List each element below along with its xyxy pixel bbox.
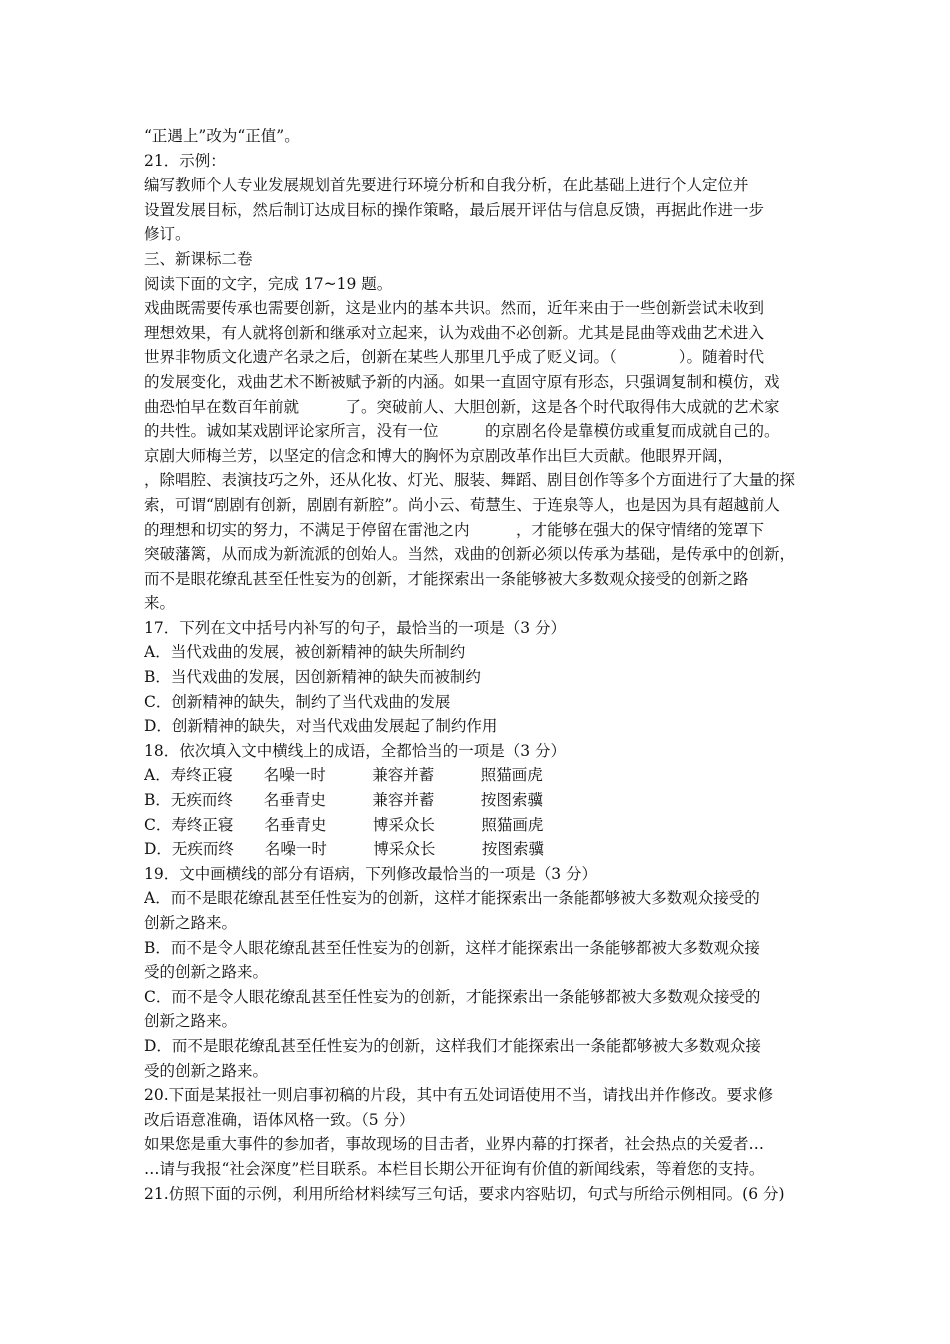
text-line: 突破藩篱，从而成为新流派的创始人。当然，戏曲的创新必须以传承为基础，是传承中的创新， bbox=[144, 545, 796, 564]
text-line: 21.仿照下面的示例，利用所给材料续写三句话，要求内容贴切，句式与所给示例相同。(6 分) bbox=[144, 1184, 785, 1203]
text-line: C．寿终正寝 名垂青史 博采众长 照猫画虎 bbox=[144, 815, 544, 834]
text-line: 的发展变化，戏曲艺术不断被赋予新的内涵。如果一直固守原有形态，只强调复制和模仿，戏 bbox=[144, 372, 780, 391]
text-line: B．而不是令人眼花缭乱甚至任性妄为的创新，这样才能探索出一条能够都被大多数观众接 bbox=[144, 938, 760, 957]
text-line: 戏曲既需要传承也需要创新，这是业内的基本共识。然而，近年来由于一些创新尝试未收到 bbox=[144, 299, 765, 318]
text-line: 创新之路来。 bbox=[144, 914, 238, 932]
text-line: A．寿终正寝 名噪一时 兼容并蓄 照猫画虎 bbox=[144, 766, 543, 785]
text-line: 曲恐怕早在数百年前就 了。突破前人、大胆创新，这是各个时代取得伟大成就的艺术家 bbox=[144, 397, 780, 416]
text-line: 阅读下面的文字，完成 17~19 题。 bbox=[144, 274, 393, 293]
text-line: D．而不是眼花缭乱甚至任性妄为的创新，这样我们才能探索出一条能都够被大多数观众接 bbox=[144, 1036, 761, 1055]
text-line: D．无疾而终 名噪一时 博采众长 按图索骥 bbox=[144, 840, 544, 859]
text-line: 京剧大师梅兰芳，以坚定的信念和博大的胸怀为京剧改革作出巨大贡献。他眼界开阔， bbox=[144, 446, 734, 465]
text-line: A．而不是眼花缭乱甚至任性妄为的创新，这样才能探索出一条能都够被大多数观众接受的 bbox=[144, 889, 760, 908]
text-line: 而不是眼花缭乱甚至任性妄为的创新，才能探索出一条能够被大多数观众接受的创新之路 bbox=[144, 569, 749, 588]
text-line: 受的创新之路来。 bbox=[144, 1061, 269, 1080]
text-line: 的共性。诚如某戏剧评论家所言，没有一位 的京剧名伶是靠模仿或重复而成就自己的。 bbox=[144, 422, 780, 441]
text-line: 受的创新之路来。 bbox=[144, 963, 269, 982]
text-line: 理想效果，有人就将创新和继承对立起来，认为戏曲不必创新。尤其是昆曲等戏曲艺术进入 bbox=[144, 323, 765, 342]
text-line: 的理想和切实的努力，不满足于停留在雷池之内 ，才能够在强大的保守情绪的笼罩下 bbox=[144, 520, 765, 539]
text-line: 世界非物质文化遗产名录之后，创新在某些人那里几乎成了贬义词。（ ）。随着时代 bbox=[144, 348, 765, 367]
text-line: A．当代戏曲的发展，被创新精神的缺失所制约 bbox=[144, 643, 466, 662]
text-line: 21．示例： bbox=[144, 151, 226, 170]
text-line: C．而不是令人眼花缭乱甚至任性妄为的创新，才能探索出一条能够都被大多数观众接受的 bbox=[144, 987, 761, 1006]
text-line: 索，可谓“剧剧有创新，剧剧有新腔”。尚小云、荀慧生、于连泉等人，也是因为具有超越前人 bbox=[144, 495, 780, 514]
text-line: ，除唱腔、表演技巧之外，还从化妆、灯光、服装、舞蹈、剧目创作等多个方面进行了大量的探 bbox=[144, 471, 796, 490]
text-line: “正遇上”改为“正值”。 bbox=[144, 127, 300, 145]
text-line: 编写教师个人专业发展规划首先要进行环境分析和自我分析，在此基础上进行个人定位并 bbox=[144, 176, 749, 195]
text-line: C．创新精神的缺失，制约了当代戏曲的发展 bbox=[144, 692, 451, 711]
document-body bbox=[144, 124, 834, 1206]
text-line: 修订。 bbox=[144, 225, 191, 244]
text-line: B．当代戏曲的发展，因创新精神的缺失而被制约 bbox=[144, 668, 481, 687]
text-line: 设置发展目标，然后制订达成目标的操作策略，最后展开评估与信息反馈，再据此作进一步 bbox=[144, 200, 765, 219]
text-line: 17．下列在文中括号内补写的句子，最恰当的一项是（3 分） bbox=[144, 618, 567, 637]
text-line: D．创新精神的缺失，对当代戏曲发展起了制约作用 bbox=[144, 717, 498, 736]
text-line: 创新之路来。 bbox=[144, 1012, 238, 1031]
text-line: B．无疾而终 名垂青史 兼容并蓄 按图索骥 bbox=[144, 791, 543, 810]
text-line: 来。 bbox=[144, 594, 176, 613]
text-line: 18．依次填入文中横线上的成语，全都恰当的一项是（3 分） bbox=[144, 741, 567, 760]
text-line: 20.下面是某报社一则启事初稿的片段，其中有五处词语使用不当，请找出并作修改。要求修 bbox=[144, 1086, 774, 1105]
text-line: …请与我报“社会深度”栏目联系。本栏目长期公开征询有价值的新闻线索，等着您的支持。 bbox=[144, 1159, 765, 1178]
text-line: 19．文中画横线的部分有语病，下列修改最恰当的一项是（3 分） bbox=[144, 864, 598, 883]
text-line: 如果您是重大事件的参加者，事故现场的目击者，业界内幕的打探者，社会热点的关爱者… bbox=[144, 1135, 765, 1154]
text-line: 三、新课标二卷 bbox=[144, 249, 253, 268]
text-line: 改后语意准确，语体风格一致。（5 分） bbox=[144, 1110, 415, 1129]
